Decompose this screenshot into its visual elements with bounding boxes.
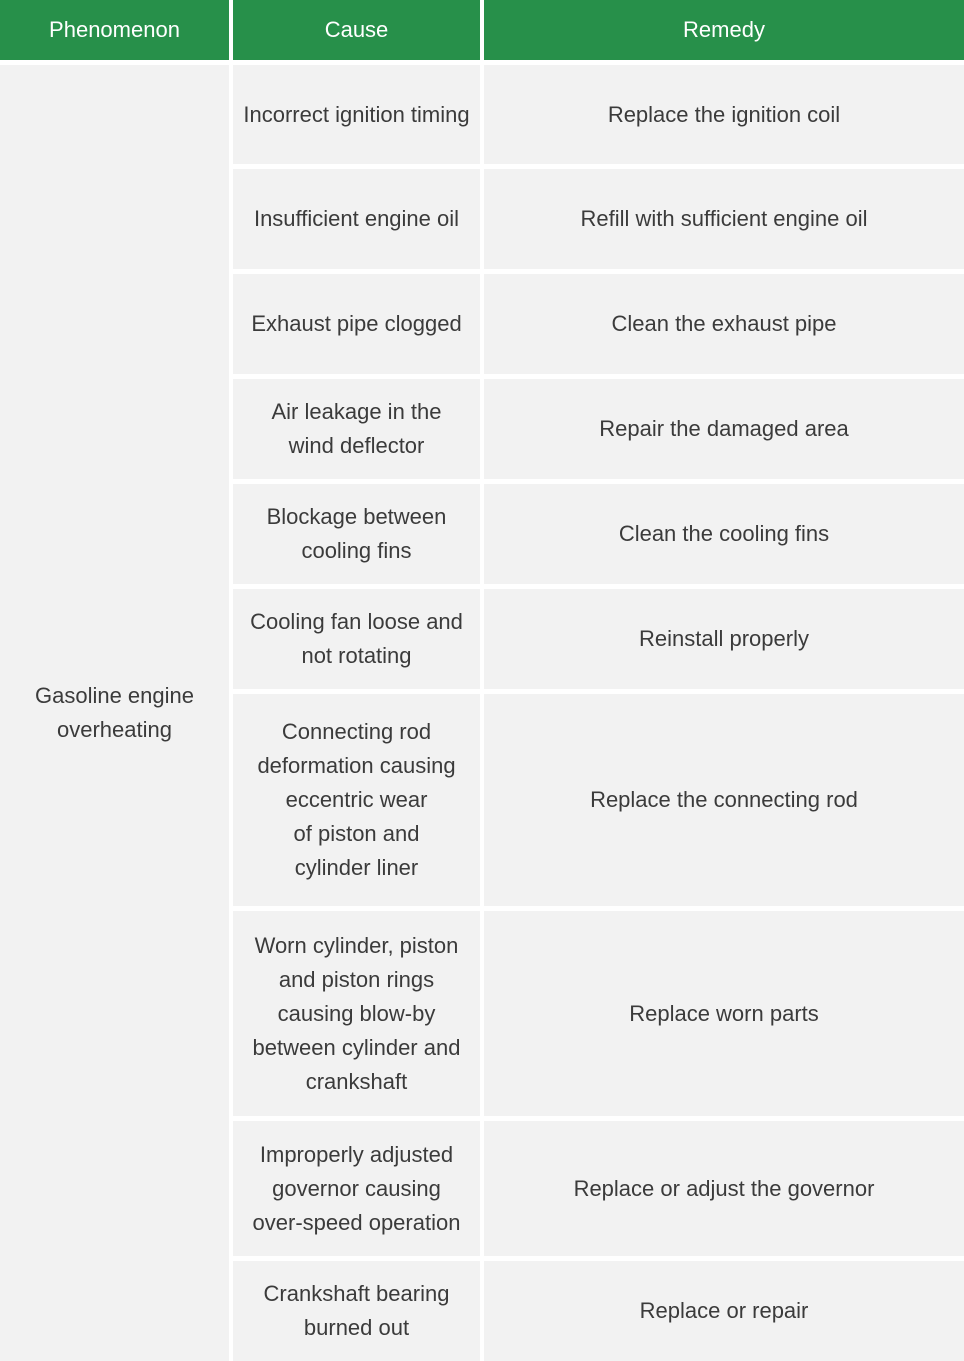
cause-cell: Worn cylinder, piston and piston rings causing blow-by between cylinder and crankshaft: [233, 911, 480, 1116]
header-cause: Cause: [233, 0, 480, 60]
phenomenon-cell: Gasoline engine overheating: [0, 65, 229, 1361]
remedy-cell: Replace or repair: [484, 1261, 964, 1361]
cause-cell: Improperly adjusted governor causing over-speed operation: [233, 1121, 480, 1256]
remedy-cell: Refill with sufficient engine oil: [484, 169, 964, 269]
cause-cell: Incorrect ignition timing: [233, 65, 480, 164]
remedy-cell: Replace worn parts: [484, 911, 964, 1116]
remedy-cell: Repair the damaged area: [484, 379, 964, 479]
header-phenomenon: Phenomenon: [0, 0, 229, 60]
remedy-cell: Clean the cooling fins: [484, 484, 964, 584]
cause-cell: Crankshaft bearing burned out: [233, 1261, 480, 1361]
cause-cell: Exhaust pipe clogged: [233, 274, 480, 374]
remedy-cell: Replace the ignition coil: [484, 65, 964, 164]
remedy-cell: Clean the exhaust pipe: [484, 274, 964, 374]
cause-cell: Insufficient engine oil: [233, 169, 480, 269]
cause-cell: Connecting rod deformation causing eccentric wear of piston and cylinder liner: [233, 694, 480, 906]
cause-cell: Air leakage in the wind deflector: [233, 379, 480, 479]
remedy-cell: Reinstall properly: [484, 589, 964, 689]
cause-cell: Cooling fan loose and not rotating: [233, 589, 480, 689]
remedy-cell: Replace the connecting rod: [484, 694, 964, 906]
cause-cell: Blockage between cooling fins: [233, 484, 480, 584]
remedy-cell: Replace or adjust the governor: [484, 1121, 964, 1256]
header-remedy: Remedy: [484, 0, 964, 60]
